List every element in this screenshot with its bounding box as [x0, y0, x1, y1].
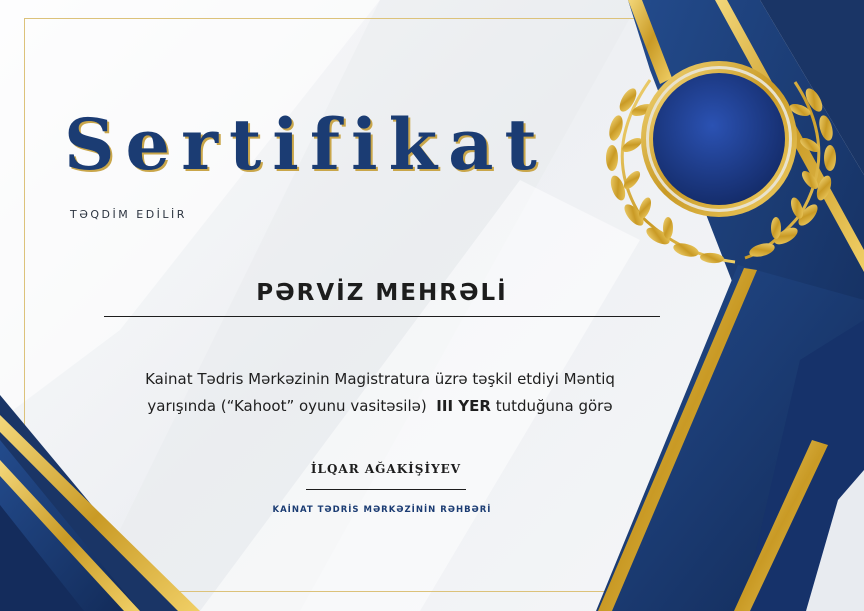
presented-to-label: TƏQDİM EDİLİR: [70, 208, 187, 221]
award-place: III YER: [436, 397, 491, 415]
description-line-2: yarışında (“Kahoot” oyunu vasitəsilə): [147, 397, 427, 415]
medal-icon: [641, 61, 797, 217]
left-ribbons: [0, 395, 200, 611]
signer-role: KAİNAT TƏDRİS MƏRKƏZİNİN RƏHBƏRİ: [272, 505, 492, 515]
signer-name: İLQAR AĞAKİŞİYEV: [310, 462, 462, 476]
certificate-title: Sertifikat: [64, 103, 548, 186]
recipient-name: PƏRVİZ MEHRƏLİ: [256, 280, 508, 306]
recipient-underline: [104, 316, 660, 317]
description-line-2-end: tutduğuna görə: [495, 397, 613, 415]
award-description: [70, 366, 690, 420]
description-line-1: Kainat Tədris Mərkəzinin Magistratura üzrə təşkil etdiyi Məntiq: [145, 370, 615, 388]
signature-line: [306, 489, 466, 490]
